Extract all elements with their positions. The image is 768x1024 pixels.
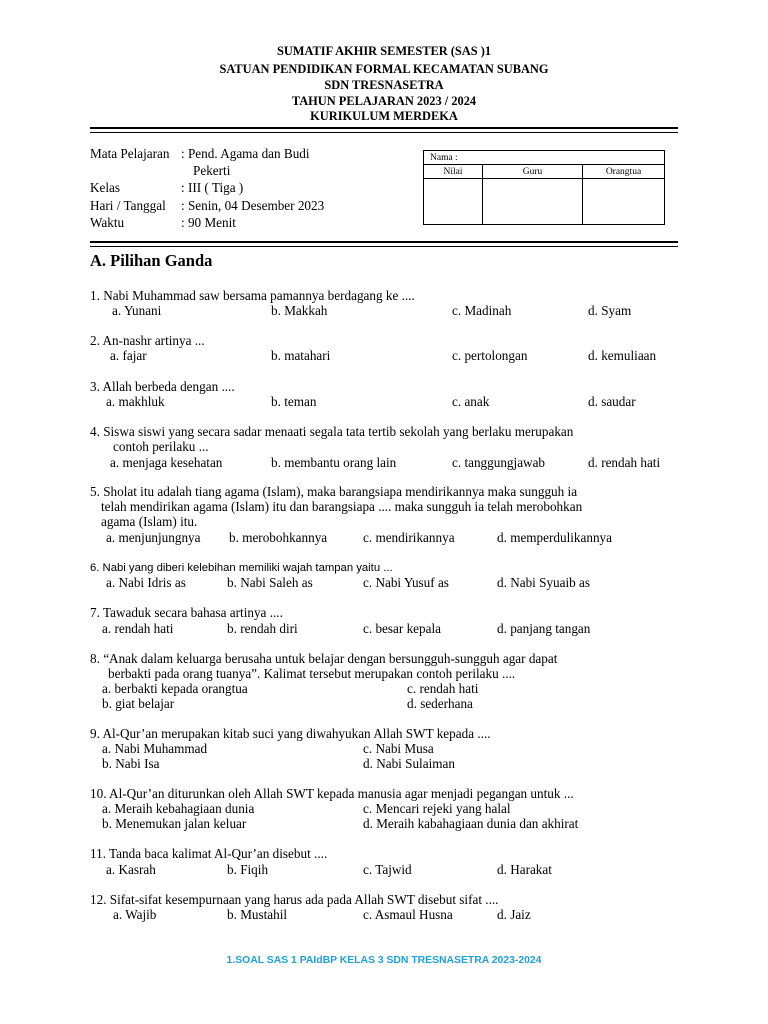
info-divider-top [90,241,678,243]
option-4d[interactable]: d. rendah hati [588,455,661,470]
kelas-label: Kelas [90,180,121,195]
header-line-1: SUMATIF AKHIR SEMESTER (SAS )1 [276,44,492,58]
option-2c[interactable]: c. pertolongan [452,348,528,363]
option-7a[interactable]: a. rendah hati [102,621,174,636]
option-10a[interactable]: a. Meraih kebahagiaan dunia [102,801,255,816]
nilai-header: Nilai [424,165,483,179]
option-6c[interactable]: c. Nabi Yusuf as [363,575,449,590]
option-4b[interactable]: b. membantu orang lain [271,455,397,470]
guru-header: Guru [483,165,583,179]
header-line-3: SDN TRESNASETRA [324,78,444,92]
option-6a[interactable]: a. Nabi Idris as [106,575,186,590]
waktu-value: : 90 Menit [181,215,236,230]
header-line-5: KURIKULUM MERDEKA [310,109,458,123]
option-11a[interactable]: a. Kasrah [106,862,156,877]
option-10d[interactable]: d. Meraih kabahagiaan dunia dan akhirat [363,816,579,831]
waktu-label: Waktu [90,215,125,230]
kelas-value: : III ( Tiga ) [181,180,244,195]
question-2: 2. An-nashr artinya ... [90,333,205,348]
option-2b[interactable]: b. matahari [271,348,331,363]
option-1d[interactable]: d. Syam [588,303,632,318]
option-8c[interactable]: c. rendah hati [407,681,479,696]
option-1a[interactable]: a. Yunani [112,303,162,318]
orangtua-header: Orangtua [583,165,665,179]
option-9d[interactable]: d. Nabi Sulaiman [363,756,455,771]
question-4-cont: contoh perilaku ... [113,439,209,454]
option-12b[interactable]: b. Mustahil [227,907,288,922]
mapel-label: Mata Pelajaran [90,146,170,161]
option-7d[interactable]: d. panjang tangan [497,621,591,636]
section-title: A. Pilihan Ganda [90,251,213,270]
option-5a[interactable]: a. menjunjungnya [106,530,201,545]
question-8-cont: berbakti pada orang tuanya”. Kalimat tersebut merupakan contoh perilaku .... [108,666,516,681]
nilai-cell[interactable] [424,179,483,225]
option-5b[interactable]: b. merobohkannya [229,530,328,545]
question-11: 11. Tanda baca kalimat Al-Qur’an disebut .... [90,846,328,861]
question-5-cont: telah mendirikan agama (Islam) itu dan barangsiapa .... maka sungguh ia telah merobohkan [101,499,583,514]
option-9b[interactable]: b. Nabi Isa [102,756,160,771]
option-4a[interactable]: a. menjaga kesehatan [110,455,223,470]
mapel-value: : Pend. Agama dan Budi [181,146,310,161]
hari-value: : Senin, 04 Desember 2023 [181,198,325,213]
option-3d[interactable]: d. saudar [588,394,636,409]
option-5d[interactable]: d. memperdulikannya [497,530,612,545]
question-8: 8. “Anak dalam keluarga berusaha untuk belajar dengan bersungguh-sungguh agar dapat [90,651,558,666]
option-12d[interactable]: d. Jaiz [497,907,531,922]
option-5c[interactable]: c. mendirikannya [363,530,455,545]
question-1: 1. Nabi Muhammad saw bersama pamannya berdagang ke .... [90,288,415,303]
question-9: 9. Al-Qur’an merupakan kitab suci yang diwahyukan Allah SWT kepada .... [90,726,491,741]
option-6d[interactable]: d. Nabi Syuaib as [497,575,591,590]
guru-signature-cell[interactable] [483,179,583,225]
option-12c[interactable]: c. Asmaul Husna [363,907,453,922]
option-11d[interactable]: d. Harakat [497,862,552,877]
score-box [423,150,665,225]
header-line-4: TAHUN PELAJARAN 2023 / 2024 [291,94,477,108]
option-1b[interactable]: b. Makkah [271,303,328,318]
hari-label: Hari / Tanggal [90,198,166,213]
nama-field[interactable]: Nama : [424,151,665,165]
option-10c[interactable]: c. Mencari rejeki yang halal [363,801,511,816]
option-12a[interactable]: a. Wajib [113,907,157,922]
option-4c[interactable]: c. tanggungjawab [452,455,546,470]
option-10b[interactable]: b. Menemukan jalan keluar [102,816,247,831]
option-7c[interactable]: c. besar kepala [363,621,441,636]
option-1c[interactable]: c. Madinah [452,303,512,318]
option-11c[interactable]: c. Tajwid [363,862,412,877]
option-3c[interactable]: c. anak [452,394,490,409]
header-divider-bottom [90,132,678,133]
option-2d[interactable]: d. kemuliaan [588,348,657,363]
question-7: 7. Tawaduk secara bahasa artinya .... [90,605,283,620]
question-6: 6. Nabi yang diberi kelebihan memiliki wajah tampan yaitu ... [90,562,393,574]
info-divider-bottom [90,246,678,247]
option-2a[interactable]: a. fajar [110,348,147,363]
option-8b[interactable]: b. giat belajar [102,696,175,711]
option-8d[interactable]: d. sederhana [407,696,473,711]
question-5: 5. Sholat itu adalah tiang agama (Islam), maka barangsiapa mendirikannya maka sungguh ia [90,484,578,499]
question-5-cont-2: agama (Islam) itu. [101,514,198,529]
option-6b[interactable]: b. Nabi Saleh as [227,575,313,590]
question-10: 10. Al-Qur’an diturunkan oleh Allah SWT kepada manusia agar menjadi pegangan untuk ... [90,786,574,801]
mapel-value-cont: Pekerti [193,163,231,178]
document-footer: 1.SOAL SAS 1 PAIdBP KELAS 3 SDN TRESNASETRA 2023-2024 [226,955,542,966]
orangtua-signature-cell[interactable] [583,179,665,225]
header-divider-top [90,127,678,129]
header-line-2: SATUAN PENDIDIKAN FORMAL KECAMATAN SUBANG [219,62,549,76]
question-12: 12. Sifat-sifat kesempurnaan yang harus ada pada Allah SWT disebut sifat .... [90,892,499,907]
option-9a[interactable]: a. Nabi Muhammad [102,741,208,756]
option-9c[interactable]: c. Nabi Musa [363,741,434,756]
question-3: 3. Allah berbeda dengan .... [90,379,235,394]
question-4: 4. Siswa siswi yang secara sadar menaati segala tata tertib sekolah yang berlaku merupakan [90,424,574,439]
option-7b[interactable]: b. rendah diri [227,621,298,636]
option-3b[interactable]: b. teman [271,394,317,409]
option-3a[interactable]: a. makhluk [106,394,165,409]
option-11b[interactable]: b. Fiqih [227,862,269,877]
option-8a[interactable]: a. berbakti kepada orangtua [102,681,248,696]
